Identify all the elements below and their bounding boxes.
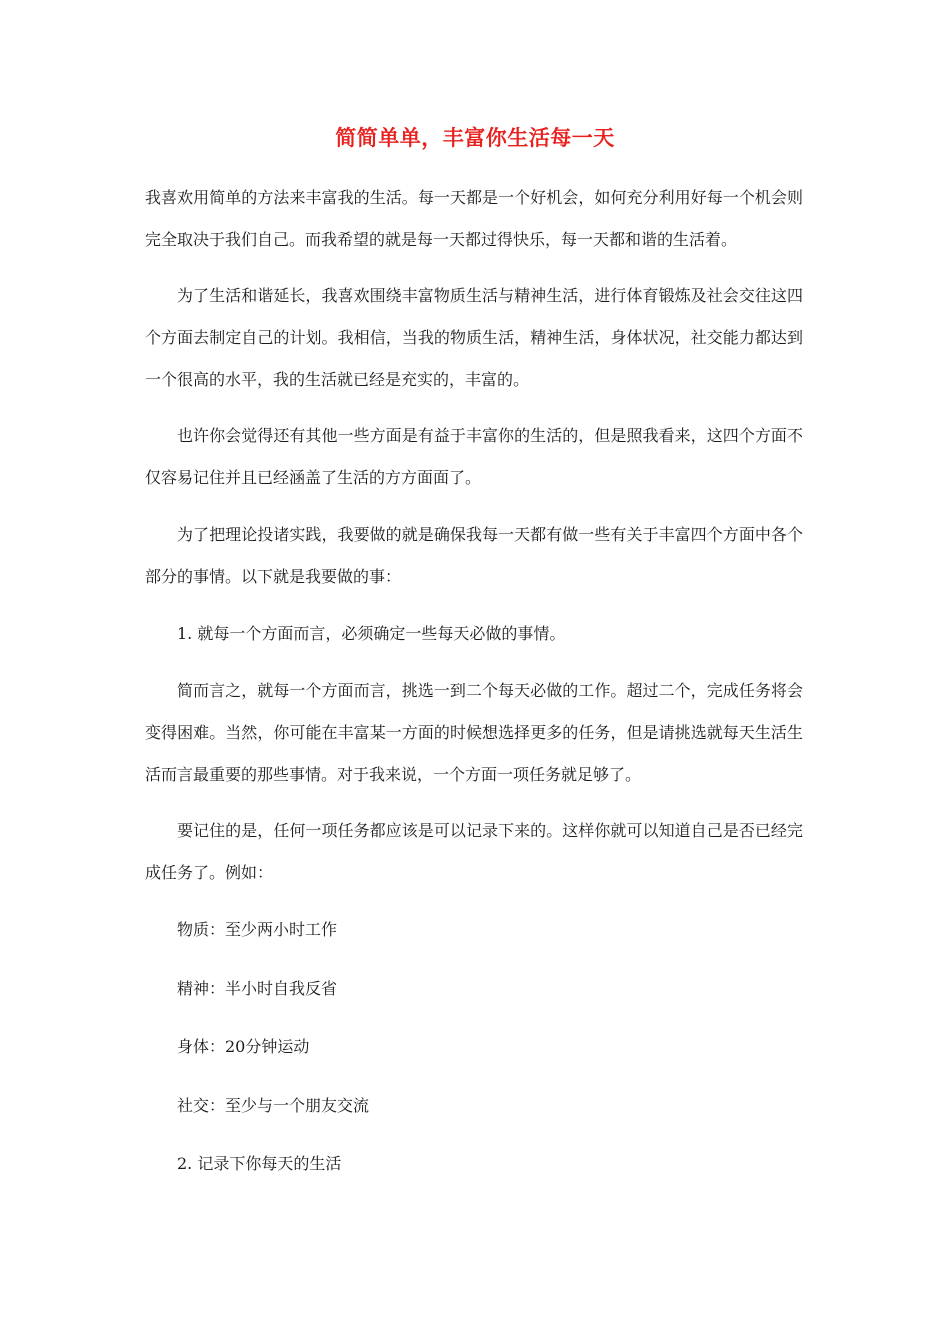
paragraph-record: 要记住的是，任何一项任务都应该是可以记录下来的。这样你就可以知道自己是否已经完成任务了。例如： — [145, 821, 803, 882]
example-material: 物质：至少两小时工作 — [177, 920, 338, 939]
example-social: 社交：至少与一个朋友交流 — [177, 1096, 370, 1115]
example-physical: 身体：20分钟运动 — [177, 1037, 310, 1056]
paragraph-intro: 我喜欢用简单的方法来丰富我的生活。每一天都是一个好机会，如何充分利用好每一个机会则完全取决于我们自己。而我希望的就是每一天都过得快乐，每一天都和谐的生活着。 — [145, 188, 803, 249]
list-item-1: 1. 就每一个方面而言，必须确定一些每天必做的事情。 — [177, 624, 566, 643]
paragraph-practice: 为了把理论投诸实践，我要做的就是确保我每一天都有做一些有关于丰富四个方面中各个部分的事情。以下就是我要做的事： — [145, 525, 803, 586]
paragraph-other-aspects: 也许你会觉得还有其他一些方面是有益于丰富你的生活的，但是照我看来，这四个方面不仅容易记住并且已经涵盖了生活的方方面面了。 — [145, 426, 803, 487]
document-title: 简简单单，丰富你生活每一天 — [335, 125, 615, 150]
example-spiritual: 精神：半小时自我反省 — [177, 979, 338, 998]
paragraph-in-short: 简而言之，就每一个方面而言，挑选一到二个每天必做的工作。超过二个，完成任务将会变得困难。当然，你可能在丰富某一方面的时候想选择更多的任务，但是请挑选就每天生活生活而言最重要的那些事情。对于我来说，一个方面一项任务就足够了。 — [145, 681, 803, 784]
paragraph-four-aspects: 为了生活和谐延长，我喜欢围绕丰富物质生活与精神生活，进行体育锻炼及社会交往这四个方面去制定自己的计划。我相信，当我的物质生活，精神生活，身体状况，社交能力都达到一个很高的水平，我的生活就已经是充实的，丰富的。 — [145, 286, 803, 389]
list-item-2: 2. 记录下你每天的生活 — [177, 1154, 342, 1173]
